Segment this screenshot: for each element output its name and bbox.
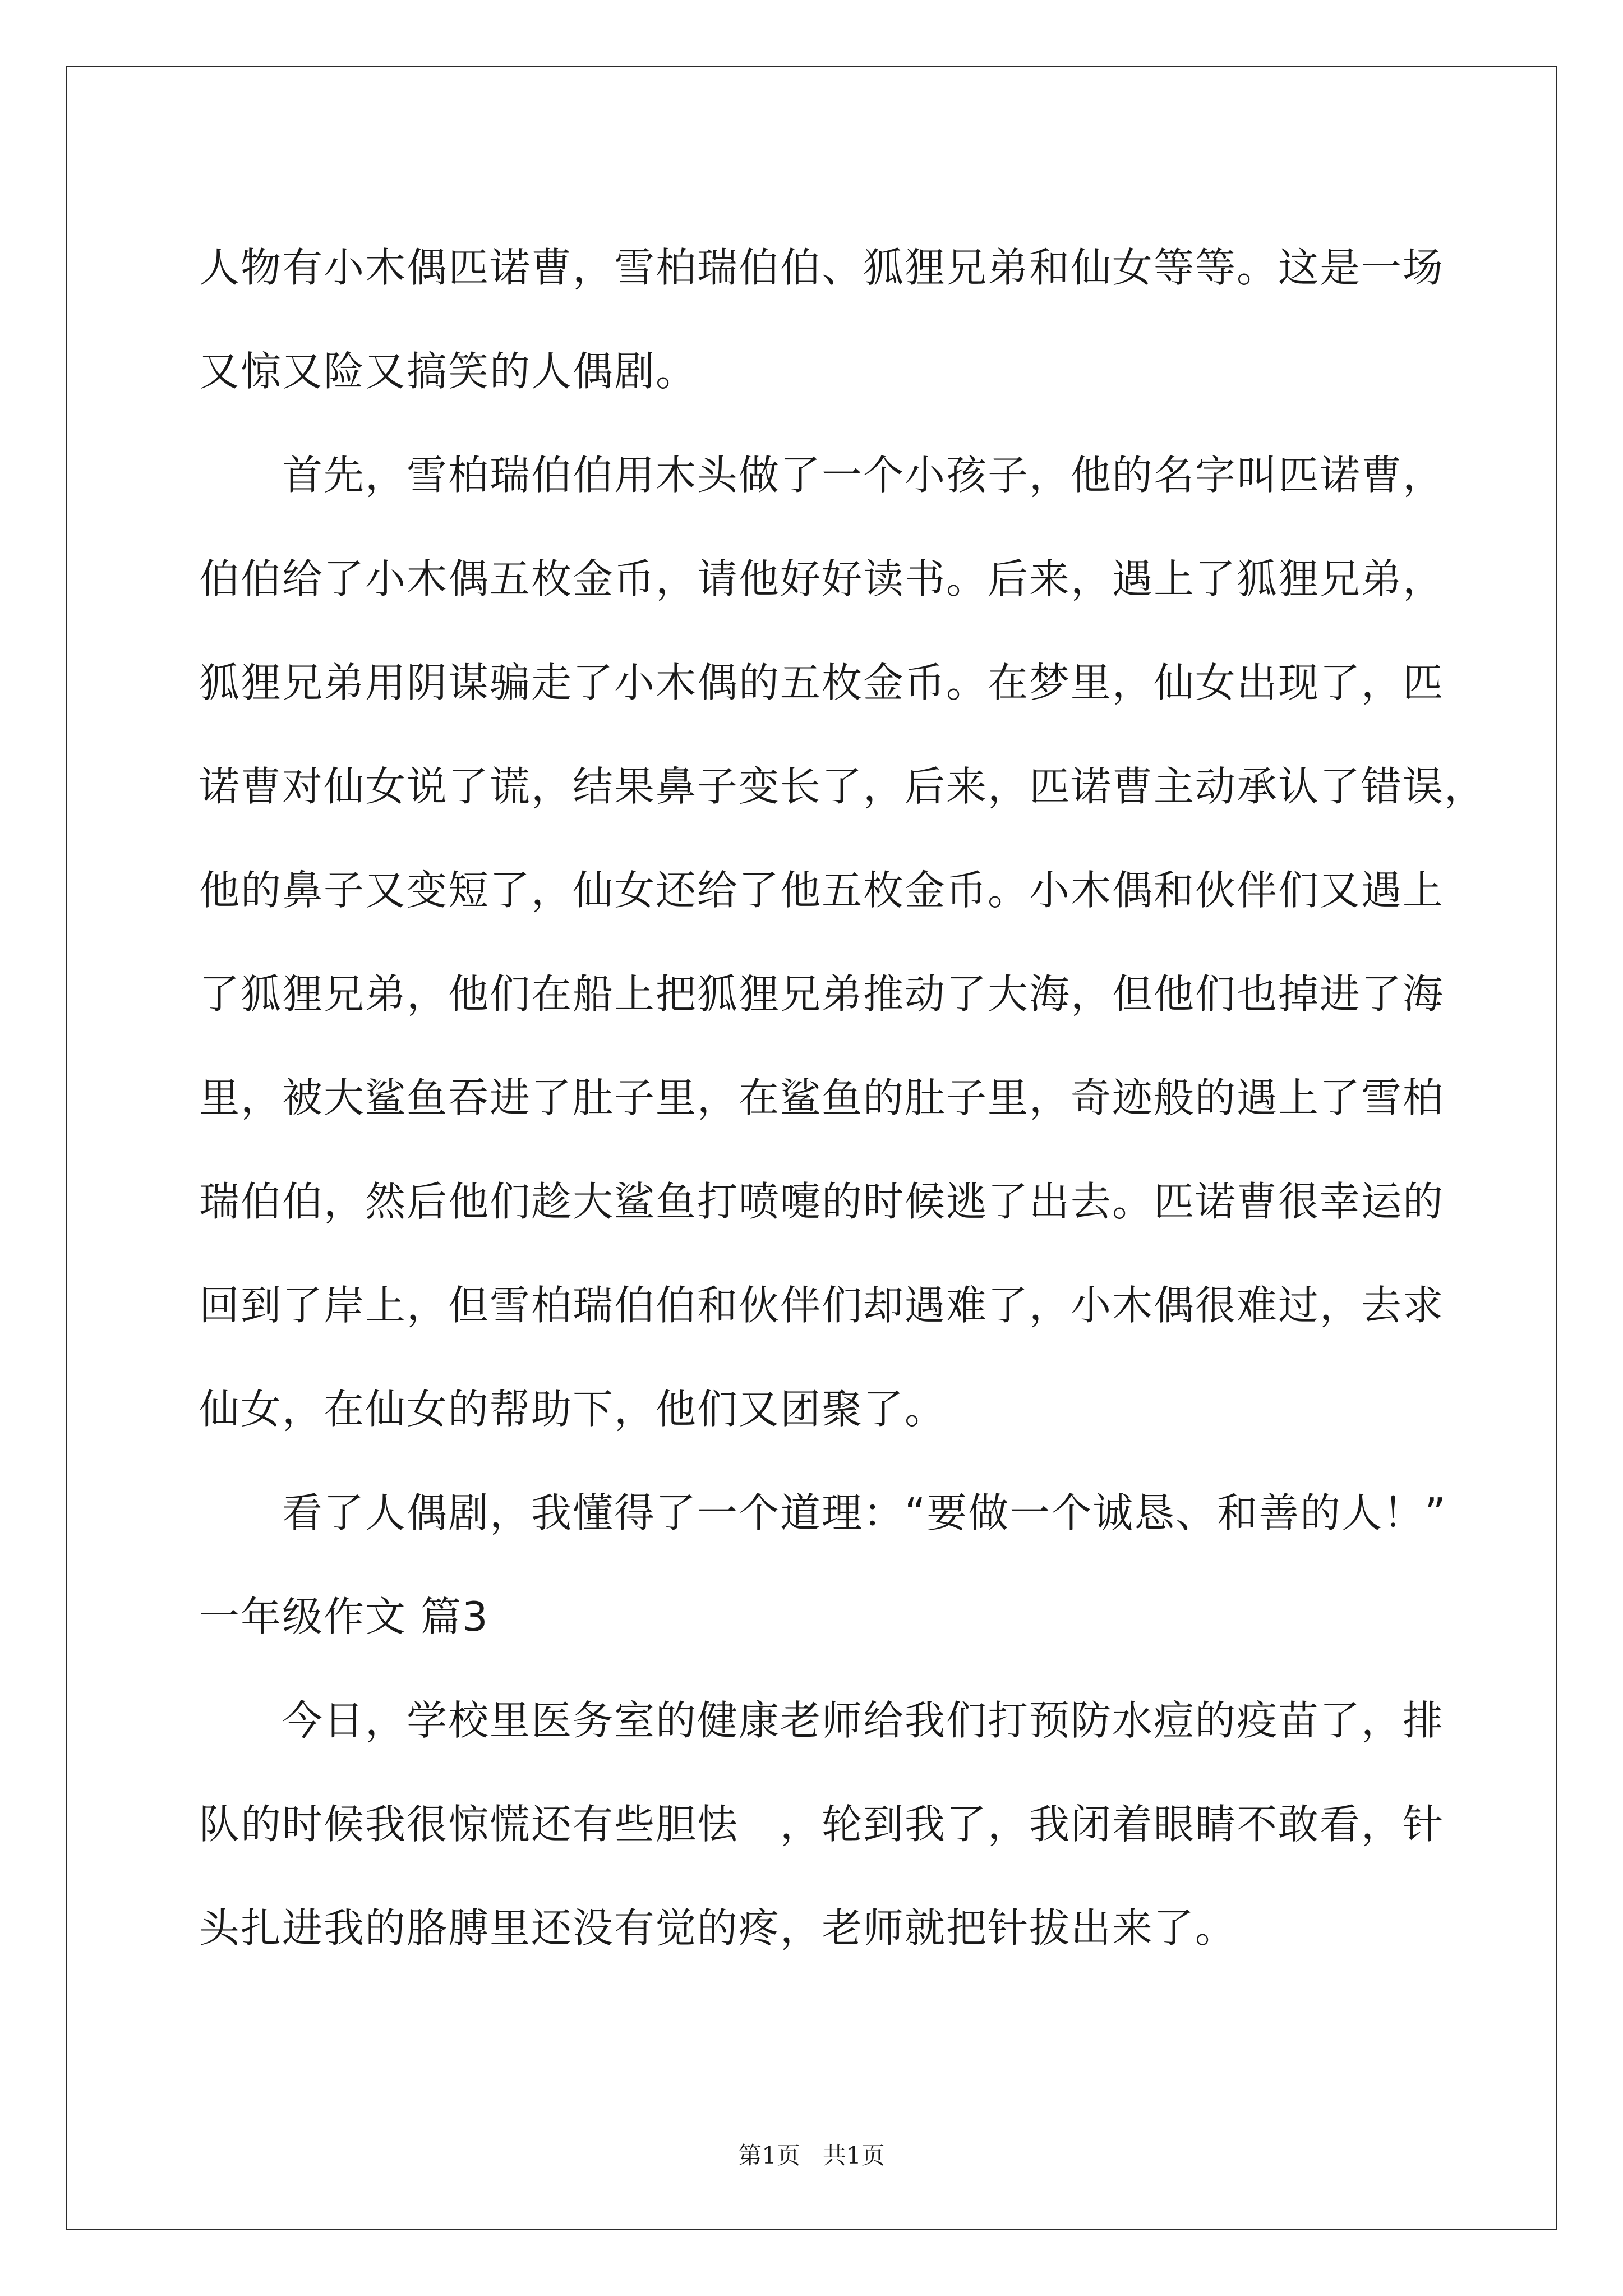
document-body xyxy=(199,216,1486,1980)
text-line: 又惊又险又搞笑的人偶剧。 xyxy=(199,348,698,395)
text-line: 狐狸兄弟用阴谋骗走了小木偶的五枚金币。在梦里，仙女出现了，匹 xyxy=(199,659,1445,706)
text-line: 仙女，在仙女的帮助下，他们又团聚了。 xyxy=(199,1386,947,1433)
text-line: 瑞伯伯，然后他们趁大鲨鱼打喷嚏的时候逃了出去。匹诺曹很幸运的 xyxy=(199,1178,1445,1225)
text-line: 看了人偶剧，我懂得了一个道理：“要做一个诚恳、和善的人！” xyxy=(199,1489,1447,1536)
text-line: 他的鼻子又变短了，仙女还给了他五枚金币。小木偶和伙伴们又遇上 xyxy=(199,867,1445,914)
text-line: 首先，雪柏瑞伯伯用木头做了一个小孩子，他的名字叫匹诺曹， xyxy=(199,452,1445,499)
text-line: 了狐狸兄弟，他们在船上把狐狸兄弟推动了大海，但他们也掉进了海 xyxy=(199,970,1445,1018)
text-line: 里，被大鲨鱼吞进了肚子里，在鲨鱼的肚子里，奇迹般的遇上了雪柏 xyxy=(199,1074,1445,1121)
text-line: 今日，学校里医务室的健康老师给我们打预防水痘的疫苗了，排 xyxy=(199,1697,1445,1744)
text-line: 伯伯给了小木偶五枚金币，请他好好读书。后来，遇上了狐狸兄弟， xyxy=(199,555,1445,602)
page-number-current: 第1页 xyxy=(738,2142,800,2169)
section-heading: 一年级作文 篇3 xyxy=(199,1593,489,1640)
text-line: 回到了岸上，但雪柏瑞伯伯和伙伴们却遇难了，小木偶很难过，去求 xyxy=(199,1282,1445,1329)
text-line: 头扎进我的胳膊里还没有觉的疼，老师就把针拔出来了。 xyxy=(199,1904,1237,1952)
text-line: 人物有小木偶匹诺曹，雪柏瑞伯伯、狐狸兄弟和仙女等等。这是一场 xyxy=(199,244,1445,291)
page-number-total: 共1页 xyxy=(823,2142,885,2169)
text-line: 诺曹对仙女说了谎，结果鼻子变长了，后来，匹诺曹主动承认了错误， xyxy=(199,763,1486,810)
page-footer xyxy=(0,2137,1623,2171)
text-line: 队的时候我很惊慌还有些胆怯 ，轮到我了，我闭着眼睛不敢看，针 xyxy=(199,1801,1445,1848)
